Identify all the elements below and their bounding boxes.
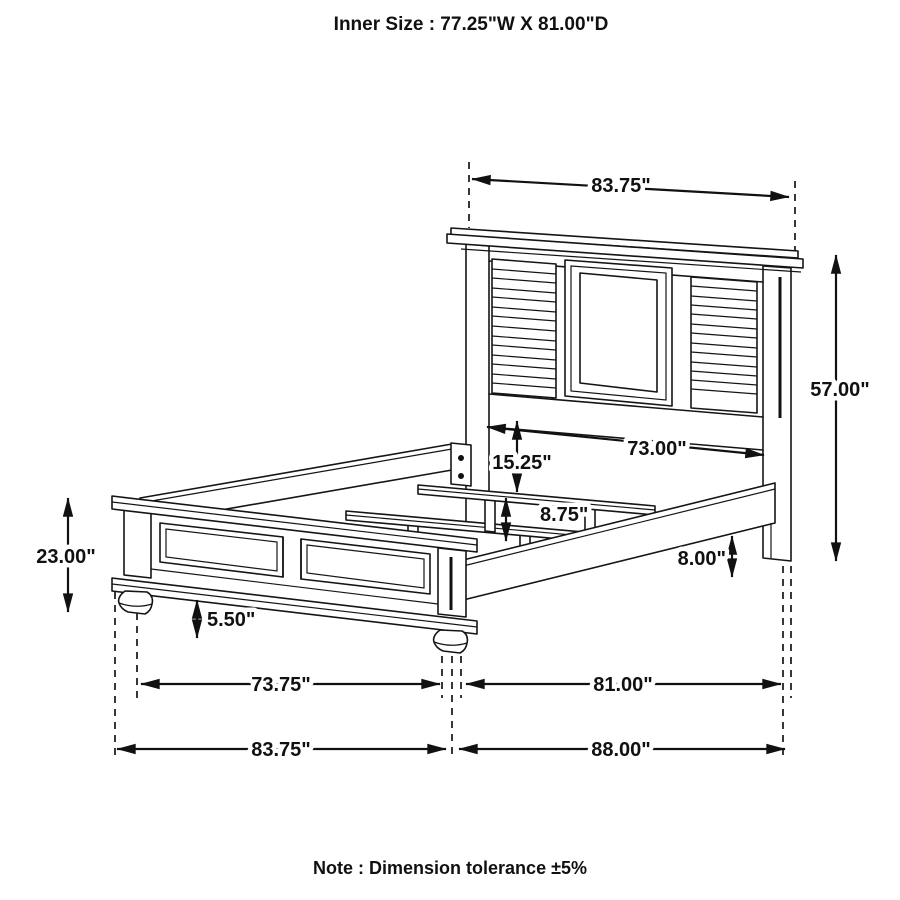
label-headboard-height: 57.00" — [810, 379, 870, 401]
headboard-left-leg — [466, 244, 489, 531]
label-headboard-inner-width: 73.00" — [627, 438, 687, 460]
label-panel-to-slat: 15.25" — [492, 452, 552, 474]
bolt-hole — [458, 473, 464, 479]
label-footboard-width: 83.75" — [251, 739, 311, 761]
label-slat-gap: 8.75" — [540, 504, 589, 526]
label-headboard-width: 83.75" — [591, 175, 651, 197]
louver-panel-left — [492, 259, 556, 398]
inner-size-title: Inner Size : 77.25"W X 81.00"D — [333, 14, 609, 35]
footboard-left-post — [124, 509, 151, 578]
center-frame-panel — [565, 260, 672, 406]
rail-bracket — [451, 443, 471, 486]
label-footboard-inner-width: 73.75" — [251, 674, 311, 696]
label-footboard-height: 23.00" — [36, 546, 96, 568]
dim-headboard-inner-width — [487, 427, 764, 455]
label-overall-depth: 88.00" — [591, 739, 651, 761]
tolerance-note: Note : Dimension tolerance ±5% — [313, 858, 587, 878]
footboard-left-foot — [119, 591, 153, 614]
footboard-right-foot — [434, 630, 468, 653]
bolt-hole — [458, 455, 464, 461]
louver-panel-right — [691, 277, 757, 413]
label-leg-height: 5.50" — [207, 609, 256, 631]
label-inner-depth: 81.00" — [593, 674, 653, 696]
label-rail-height: 8.00" — [677, 548, 726, 570]
